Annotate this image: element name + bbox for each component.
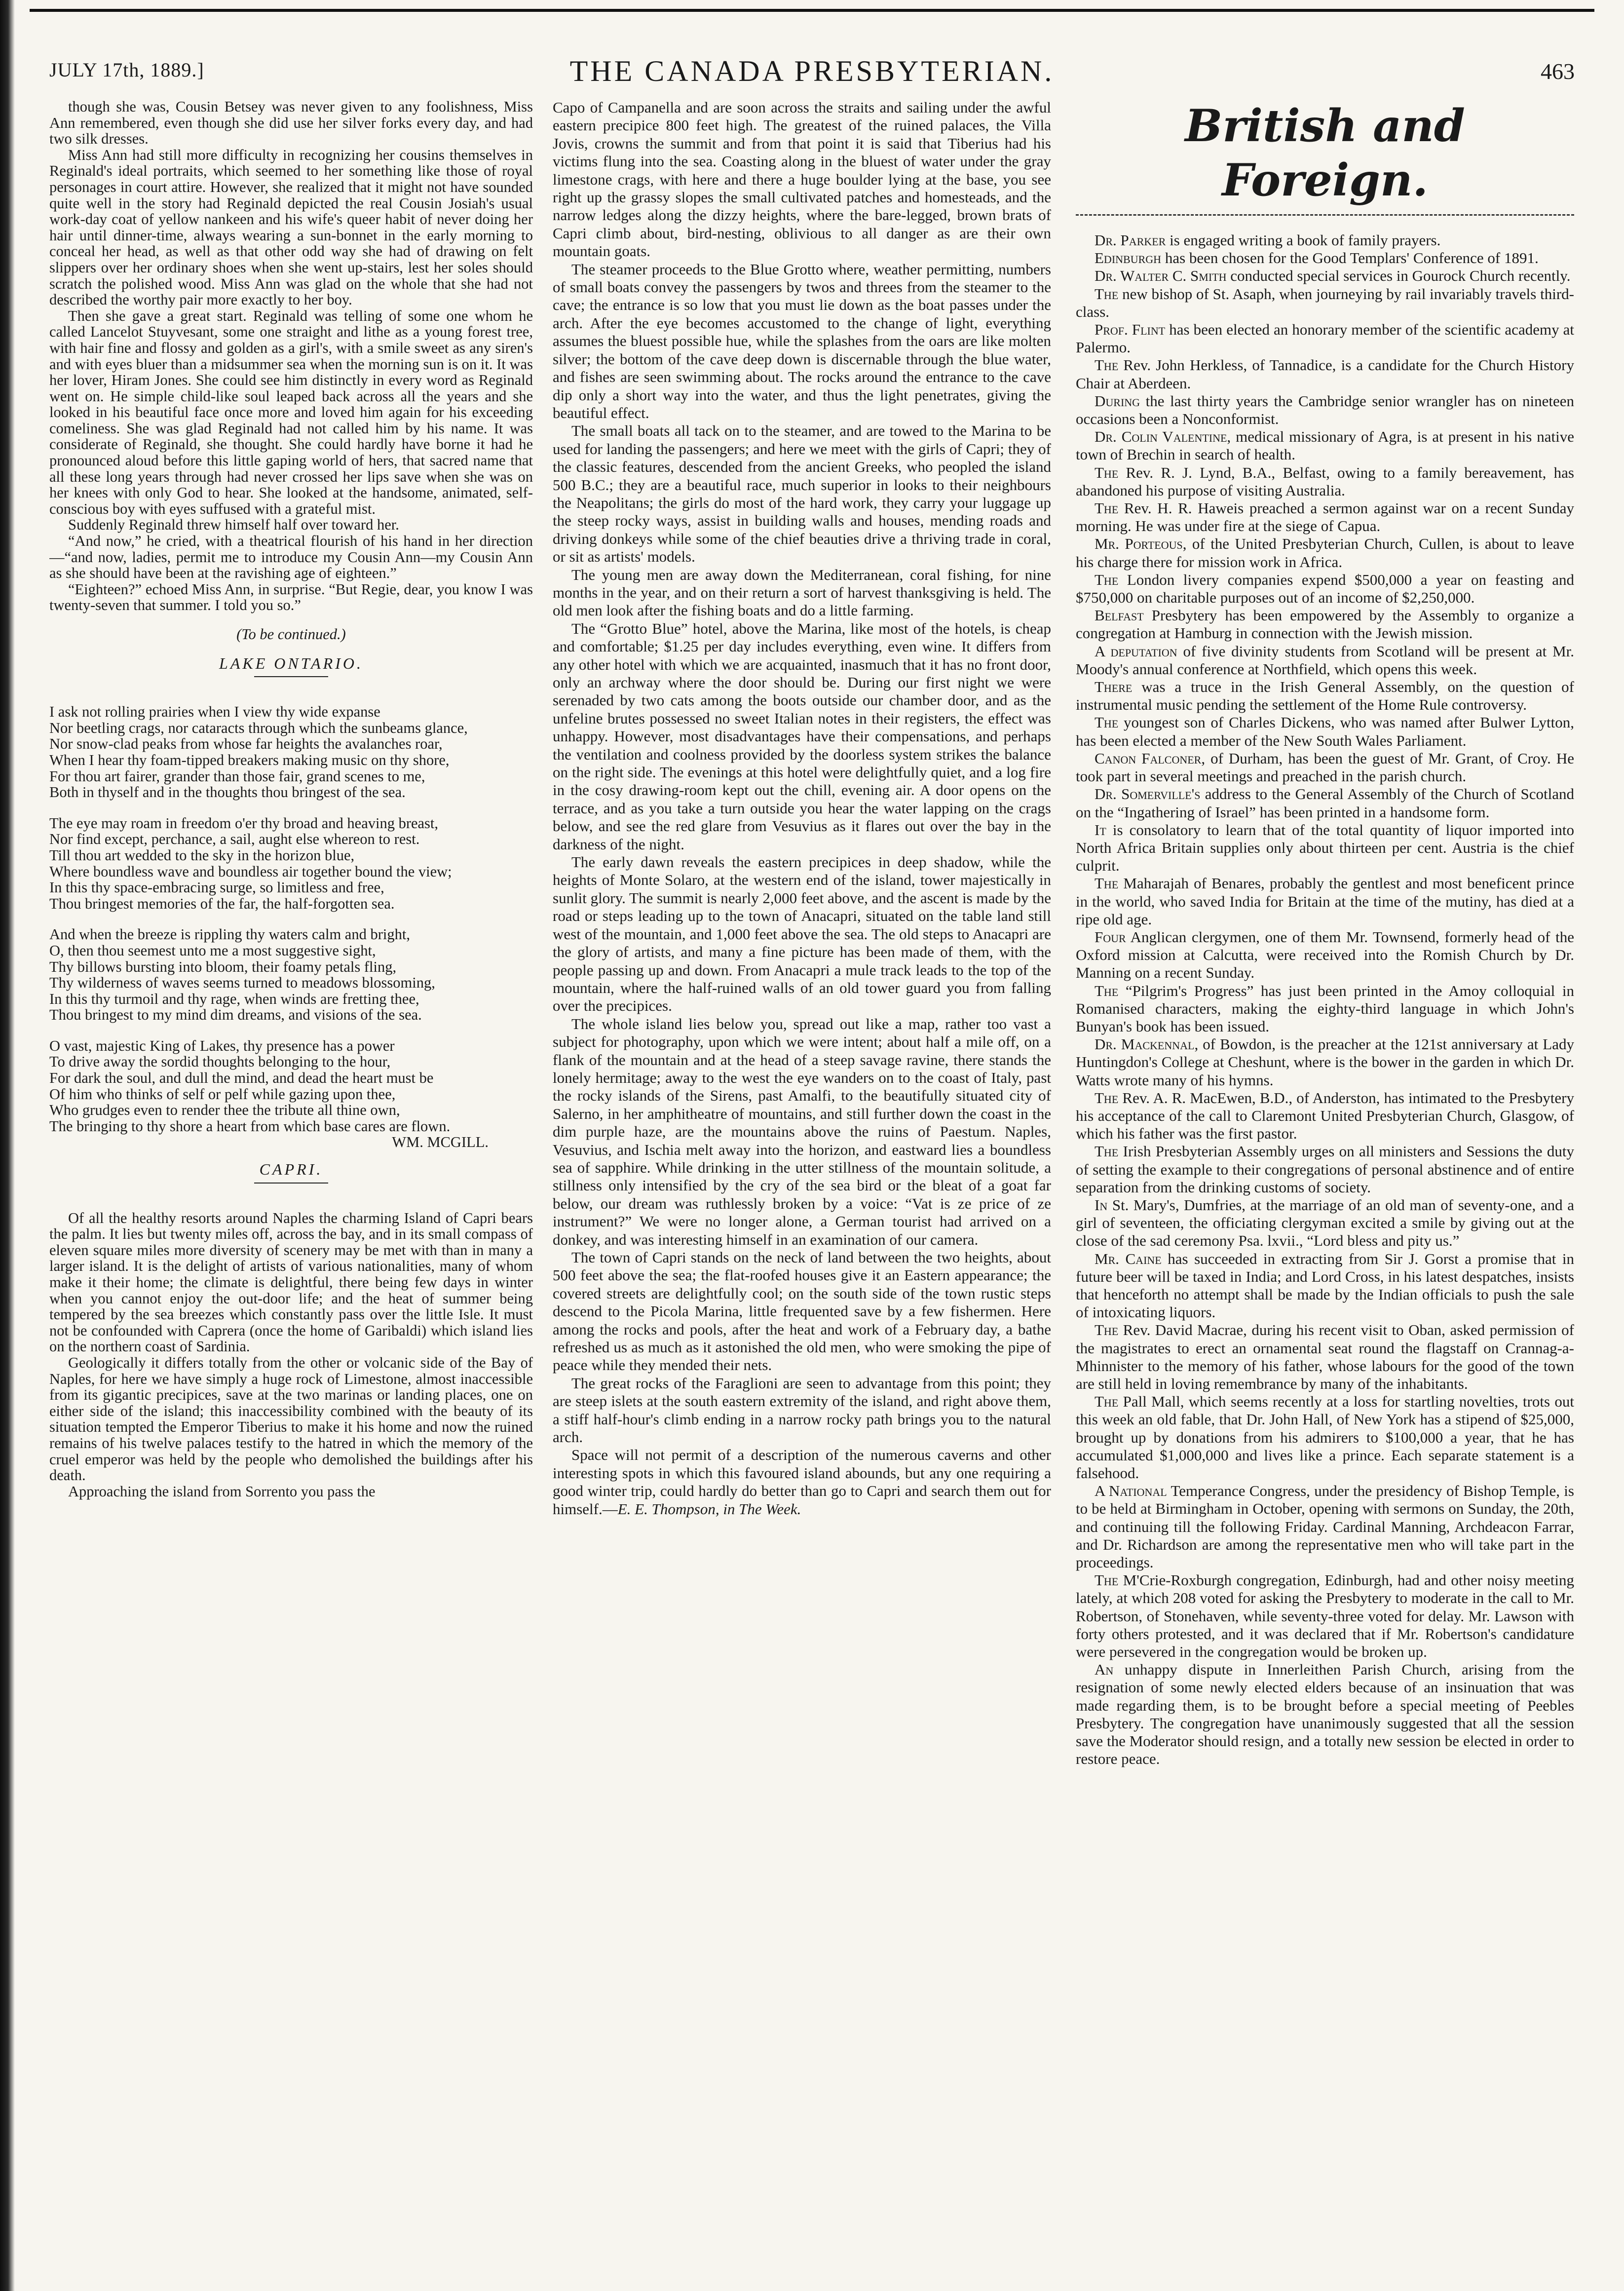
article-paragraph: Approaching the island from Sorrento you pass the [68,1483,376,1500]
poem-stanza [49,926,533,1023]
top-rule [30,9,1594,12]
poem-line: Till thou art wedded to the sky in the horizon blue, [49,846,355,864]
poem-line: The eye may roam in freedom o'er thy broad and heaving breast, [49,814,439,832]
note-lead: The [1095,1571,1119,1589]
news-note [1076,1089,1574,1143]
poem-lake-ontario [49,704,533,1150]
news-note [1076,1196,1574,1250]
note-lead: The [1095,285,1119,303]
column-3 [1076,99,1574,2280]
note-lead: Dr. Somerville's [1095,785,1201,803]
note-text: medical missionary of Agra, is at present in his native town of Brechin in search of health. [1076,428,1574,463]
article-paragraph: Capo of Campanella and are soon across the straits and sailing under the awful eastern precipice 800 feet high. The greatest of the ruined palaces, the Villa Jovis, crowns the summit and from that point it is said that Tiberius had his victims flung into the sea. Coasting along in the bluest of water under the gray limestone crags, with here and there a huge boulder lying at the base, you see right up the grassy slopes the small cultivated patches and homesteads, and the narrow ledges along the dizzy heights, where the bare-legged, brown brats of Capri climb about, bird-nesting, oblivious to all danger as are their own mountain goats. [553,99,1051,260]
story-paragraph: “Eighteen?” echoed Miss Ann, in surprise. “But Regie, dear, you know I was twenty-seven that summer. I told you so.” [49,580,533,614]
news-note [1076,428,1574,463]
article-byline: E. E. Thompson, in The Week. [617,1500,801,1518]
news-note [1076,1393,1574,1482]
poem-stanza [49,1038,533,1135]
poem-line: The bringing to thy shore a heart from which base cares are flown. [49,1117,451,1135]
title-underline [254,1183,328,1184]
poem-line: For dark the soul, and dull the mind, and dead the heart must be [49,1069,434,1087]
note-text: Rev. A. R. MacEwen, B.D., of Anderston, has intimated to the Presbytery his acceptance of the call to Claremont United Presbyterian Church, Glasgow, of which his father was the first pastor. [1076,1089,1574,1143]
poem-line: Who grudges even to render thee the tribute all thine own, [49,1102,400,1119]
article-paragraph: The whole island lies below you, spread out like a map, rather too vast a subject for photography, upon which we were intent; about half a mile off, on a flank of the mountain and at the head of a steep savage ravine, there stands the lonely hermitage; away to the west the eye wanders on to the coast of Italy, past the rocky islands of the Sirens, past Amalfi, to the beautifully situated city of Salerno, in her amphitheatre of mountains, and still further down the coast in the dim purple haze, are the mountains above the ruins of Paestum. Naples, Vesuvius, and Ischia melt away into the horizon, and eastward lies a boundless sea of sapphire. While drinking in the utter stillness of the mountain solitude, a stillness only intensified by the cry of the sea bird or the bleat of a goat far below, our dream was ruthlessly broken by a voice: “Vat is ze price of ze instrument?” We were no longer alone, a German tourist had arrived on a donkey, and was interesting himself in an examination of our camera. [553,1015,1051,1248]
note-lead: Dr. Parker [1095,231,1166,249]
note-text: the last thirty years the Cambridge senior wrangler has on nineteen occasions been a Nonconformist. [1076,392,1574,428]
note-lead: Prof. Flint [1095,321,1166,339]
note-text: was a truce in the Irish General Assembly, on the question of instrumental music pending the settlement of the Home Rule controversy. [1076,678,1574,714]
note-text: M'Crie-Roxburgh congregation, Edinburgh, had and other noisy meeting lately, at which 208 voted for asking the Presbytery to moderate in the call to Mr. Robertson, of Stonehaven, while seventy-three voted for delay. Mr. Lawson with forty others protested, and it was declared that if Mr. Robertson's candidature were persevered in the congregation would be broken up. [1076,1571,1574,1661]
page-binding-edge [0,0,15,2291]
poem-line: Nor find except, perchance, a sail, aught else whereon to rest. [49,831,420,848]
poem-title: LAKE ONTARIO. [219,654,363,672]
article-paragraph: Of all the healthy resorts around Naples the charming Island of Capri bears the palm. It lies but twenty miles off, across the bay, and in its small compass of eleven square miles more diversity of scenery may be met with than in many a larger island. It is the delight of artists of various nationalities, many of whom make it their home; the climate is delightful, there being few days in winter when you cannot enjoy the out-door life; and the heat of summer being tempered by the sea breezes which constantly pass over the little Isle. It must not be confounded with Caprera (once the home of Garibaldi) which island lies on the northern coast of Sardinia. [49,1209,533,1355]
news-note [1076,267,1574,285]
note-text: address to the General Assembly of the Church of Scotland on the “Ingathering of Israel” has been printed in a handsome form. [1076,785,1574,821]
note-lead: It [1095,821,1106,839]
news-note [1076,231,1574,249]
article-paragraph: The young men are away down the Mediterranean, coral fishing, for nine months in the year, and on their return a sort of harvest thanksgiving is held. The old men look after the fishing boats and do a little farming. [553,566,1051,619]
news-note [1076,392,1574,428]
note-text: Pall Mall, which seems recently at a loss for startling novelties, trots out this week an old fable, that Dr. John Hall, of New York has a stipend of $25,000, brought up by donations from his admirers to $100,000 a year, that he has accumulated $1,000,000 and lives like a prince. Each separate statement is a falsehood. [1076,1393,1574,1482]
note-text: of Durham, has been the guest of Mr. Grant, of Croy. He took part in several meetings and preached in the parish church. [1076,749,1574,785]
news-note [1076,499,1574,535]
to-be-continued: (To be continued.) [236,626,346,643]
news-note [1076,285,1574,321]
poem-line: In this thy turmoil and thy rage, when winds are fretting thee, [49,990,419,1007]
news-note [1076,1482,1574,1571]
story-paragraph: Suddenly Reginald threw himself half over toward her. [68,516,399,534]
page-number: 463 [1541,59,1575,84]
article-paragraph: Geologically it differs totally from the other or volcanic side of the Bay of Naples, for here we have simply a huge rock of Limestone, almost inaccessible from its gigantic precipices, save at the two marinas or landing places, one on either side of the island; this inaccessibility combined with the beauty of its situation tempted the Emperor Tiberius to make it his home and now the ruined remains of his twelve palaces testify to the hatred in which the memory of the cruel emperor was held by the people who demolished the buildings after his death. [49,1354,533,1484]
page-header [49,54,1575,89]
note-lead: Mr. Caine [1095,1250,1162,1267]
title-underline [254,676,328,677]
note-lead: The [1095,1393,1119,1411]
poem-line: Where boundless wave and boundless air together bound the view; [49,863,452,880]
story-paragraph: Then she gave a great start. Reginald was telling of some one whom he called Lancelot Stuyvesant, some one straight and lithe as a young forest tree, with hair fine and flossy and golden as a girl's, with a smile sweet as any siren's and with eyes bluer than a midsummer sea when the morning sun is on it. It was her lover, Hiram Jones. She could see him distinctly in every word as Reginald went on. He simple child-like soul leaped back across all the years and she looked in his beautiful face once more and loved him again for his exceeding comeliness. She was glad Reginald had not called him by his name. It was considerate of Reginald, she thought. She could hardly have borne it had he pronounced aloud before this little gaping world of hers, that sacred name that all these long years through had never crossed her lips save when she was on her knees with only God to hear. She looked at the handsome, animated, self-conscious boy with eyes suffused with a grateful mist. [49,307,533,517]
poem-line: And when the breeze is rippling thy waters calm and bright, [49,926,410,943]
news-note [1076,1035,1574,1089]
note-lead: The [1095,1321,1119,1339]
issue-date: JULY 17th, 1889.] [49,59,204,81]
note-text: is consolatory to learn that of the total quantity of liquor imported into North Africa Britain supplies only about thirteen per cent. Austria is the chief culprit. [1076,821,1574,875]
poem-line: Nor beetling crags, nor cataracts through which the sunbeams glance, [49,719,468,736]
note-lead: Mr. Porteous, [1095,535,1187,553]
note-text: is engaged writing a book of family prayers. [1166,231,1441,249]
news-note [1076,821,1574,875]
news-note [1076,571,1574,607]
section-rule [1076,214,1574,216]
note-text: of the United Presbyterian Church, Cullen, is about to leave his charge there for mission work in Africa. [1076,535,1574,571]
note-text: Temperance Congress, under the presidency of Bishop Temple, is to be held at Birmingham in October, opening with sermons on Sunday, the 20th, and continuing till the following Friday. Cardinal Manning, Archdeacon Farrar, and Dr. Richardson are among the representative men who will take part in the proceedings. [1076,1482,1574,1571]
story-paragraph: though she was, Cousin Betsey was never given to any foolishness, Miss Ann remembered, even though she did use her silver forks every day, and had two silk dresses. [49,99,533,148]
note-lead: The [1095,1143,1119,1160]
note-lead: The [1095,1089,1119,1107]
poem-stanza [49,704,533,801]
column-1 [49,99,533,2280]
poem-line: When I hear thy foam-tipped breakers making music on thy shore, [49,751,450,768]
note-lead: There [1095,678,1133,696]
note-text: London livery companies expend $500,000 a year on feasting and $750,000 on charitable purposes out of an income of $2,250,000. [1076,571,1574,607]
news-note [1076,321,1574,356]
news-note [1076,643,1574,678]
news-notes [1076,231,1574,1768]
news-note [1076,1661,1574,1768]
note-lead: A deputation [1095,642,1177,660]
capri-title: CAPRI. [259,1160,323,1179]
note-text: Rev. John Herkless, of Tannadice, is a candidate for the Church History Chair at Aberdeen. [1076,356,1574,392]
note-text: Irish Presbyterian Assembly urges on all ministers and Sessions the duty of setting the example to their congregations of personal abstinence and of entire separation from the drinking customs of society. [1076,1143,1574,1196]
section-title: British and Foreign. [1185,100,1465,206]
article-paragraph: The small boats all tack on to the steamer, and are towed to the Marina to be used for landing the passengers; and here we meet with the girls of Capri; they of the classic features, descended from the ancient Greeks, who peopled the island 500 B.C.; they are a beautiful race, much superior in looks to their neighbours the Neapolitans; the girls do most of the hard work, they carry your luggage up the steep rocky ways, assist in building walls and houses, mending roads and driving donkeys while some of the chief beauties drive a thriving trade in coral, or sit as artists' models. [553,422,1051,566]
capri-article-start [49,1210,533,1500]
news-note [1076,356,1574,392]
note-text: of five divinity students from Scotland will be present at Mr. Moody's annual conference at Northfield, which opens this week. [1076,642,1574,678]
note-lead: The [1095,714,1119,731]
note-text: youngest son of Charles Dickens, who was named after Bulwer Lytton, has been elected a member of the New South Wales Parliament. [1076,714,1574,749]
note-lead: The [1095,463,1119,481]
note-lead: Dr. Colin Valentine, [1095,428,1231,446]
note-text: Anglican clergymen, one of them Mr. Townsend, formerly head of the Oxford mission at Calcutta, were received into the Romish Church by Dr. Manning on a recent Sunday. [1076,928,1574,982]
poem-title-block [49,655,533,678]
poem-line: Thy wilderness of waves seems turned to meadows blossoming, [49,974,435,992]
article-paragraph: The great rocks of the Faraglioni are seen to advantage from this point; they are steep islets at the south eastern extremity of the island, and right above them, a stiff half-hour's climb ending in a narrow rocky path brings you to the natural arch. [553,1374,1051,1446]
news-note [1076,1571,1574,1661]
news-note [1076,875,1574,928]
news-note [1076,249,1574,267]
article-paragraph: The “Grotto Blue” hotel, above the Marina, like most of the hotels, is cheap and comfortable; $1.25 per day includes everything, even wine. It differs from any other hotel with which we are acquainted, inasmuch that it has no front door, only an archway where the door should be. During our first night we were serenaded by two cats among the boots outside our chamber door, and as the unfeline brutes possessed no sweet Italian notes in their registers, the effect was unhappy. However, most disadvantages have their compensations, and perhaps the ventilation and coolness provided by the doorless system strikes the balance on the right side. The evenings at this hotel were delightfully quiet, and a log fire in the cosy drawing-room kept out the chill, evening air. A door opens on the terrace, and as you take a turn outside you hear the water lapping on the crags below, and see the red glare from Vesuvius as it flares out over the bay in the darkness of the night. [553,619,1051,853]
article-paragraph: The town of Capri stands on the neck of land between the two heights, about 500 feet above the sea; the flat-roofed houses give it an Eastern appearance; the covered streets are delightfully cool; on the south side of the town rustic steps descend to the Picola Marina, little frequented save by a few fishermen. Here among the rocks and pools, after the heat and work of a February day, a bathe refreshed us as much as it astonished the old men, who were smoking the pipe of peace while they mended their nets. [553,1249,1051,1374]
note-text: St. Mary's, Dumfries, at the marriage of an old man of seventy-one, and a girl of seventeen, the officiating clergyman excited a smile by giving out at the close of the sad ceremony Psa. lxvii., “Lord bless and pity us.” [1076,1196,1574,1250]
poem-stanza [49,815,533,912]
article-paragraph: The steamer proceeds to the Blue Grotto where, weather permitting, numbers of small boats convey the passengers by twos and threes from the steamer to the cave; the entrance is so low that you must lie down as the boat passes under the arch. After the eye becomes accustomed to the change of light, everything assumes the bluest possible hue, while the splashes from the oars are like molten silver; the bottom of the cave deep down is discernable through the blue water, and fishes are seen swimming about. The rocks around the entrance to the cave dip only a short way into the water, and thus the light penetrates, giving the beautiful effect. [553,260,1051,421]
note-lead: Four [1095,928,1126,946]
news-note [1076,714,1574,749]
news-note [1076,1250,1574,1322]
note-text: new bishop of St. Asaph, when journeying by rail invariably travels third-class. [1076,285,1574,320]
note-lead: Dr. Mackennal, [1095,1035,1199,1053]
poem-author: WM. MCGILL. [392,1134,489,1151]
poem-line: Thou bringest to my mind dim dreams, and visions of the sea. [49,1006,422,1024]
note-lead: Edinburgh [1095,249,1162,267]
poem-line: Thy billows bursting into bloom, their foamy petals fling, [49,958,397,975]
note-text: unhappy dispute in Innerleithen Parish Church, arising from the resignation of some newly elected elders because of an insinuation that was made regarding them, is to be brought before a special meeting of Peebles Presbytery. The congregation have unanimously suggested that all the session save the Moderator should resign, and a totally new session be elected in order to restore peace. [1076,1661,1574,1768]
news-note [1076,1143,1574,1196]
news-note [1076,785,1574,821]
note-lead: During [1095,392,1140,410]
note-lead: The [1095,875,1119,892]
note-lead: An [1095,1661,1114,1679]
news-note [1076,678,1574,714]
story-paragraph: “And now,” he cried, with a theatrical flourish of his hand in her direction—“and now, ladies, permit me to introduce my Cousin Ann—my Cousin Ann as she should have been at the ravishing age of eighteen.” [49,533,533,582]
article-paragraph: The early dawn reveals the eastern precipices in deep shadow, while the heights of Monte Solaro, at the western end of the island, tower majestically in sunlit glory. The summit is nearly 2,000 feet above, and the ascent is made by the road or steps leading up to the town of Anacapri, situated on the table land still west of the mountain, and 1,000 feet above the sea. The old steps to Anacapri are the glory of artists, and many a fine picture has been made of them, with the people passing up and down. From Anacapri a mule track leads to the top of the mountain, where the half-ruined walls of an old tower guard you from falling over the precipices. [553,853,1051,1015]
note-text: of Bowdon, is the preacher at the 121st anniversary at Lady Huntingdon's College at Cheshunt, where is the bower in the garden in which Dr. Watts wrote many of his hymns. [1076,1035,1574,1089]
last-paragraph-text: Space will not permit of a description of the numerous caverns and other interesting spots in which this favoured island abounds, but any one requiring a good winter trip, could hardly do better than go to Capri and search them out for himself.— [553,1446,1051,1518]
note-text: has been chosen for the Good Templars' Conference of 1891. [1161,249,1539,267]
note-lead: The [1095,982,1119,999]
news-note [1076,607,1574,642]
column-2 [553,99,1051,2280]
news-note [1076,1321,1574,1393]
poem-line: I ask not rolling prairies when I view thy wide expanse [49,703,380,721]
capri-title-block [49,1161,533,1184]
article-last-paragraph [553,1446,1051,1518]
news-note [1076,535,1574,571]
note-text: Rev. R. J. Lynd, B.A., Belfast, owing to a family bereavement, has abandoned his purpose of visiting Australia. [1076,463,1574,499]
note-text: conducted special services in Gourock Church recently. [1226,267,1571,285]
poem-line: O vast, majestic King of Lakes, thy presence has a power [49,1037,395,1054]
news-note [1076,928,1574,982]
note-text: has been elected an honorary member of the scientific academy at Palermo. [1076,321,1574,356]
note-lead: The [1095,499,1119,517]
note-lead: Dr. Walter C. Smith [1095,267,1227,285]
poem-line: Thou bringest memories of the far, the half-forgotten sea. [49,895,395,912]
news-note [1076,750,1574,785]
note-lead: Belfast [1095,607,1144,624]
poem-line: Both in thyself and in the thoughts thou bringest of the sea. [49,784,406,801]
note-text: Rev. David Macrae, during his recent visit to Oban, asked permission of the magistrates to erect an ornamental seat round the flagstaff on Crannag-a-Mhinnister to the memory of his father, whose labours for the good of the town are still held in loving remembrance by many of the inhabitants. [1076,1321,1574,1392]
news-note [1076,982,1574,1036]
note-text: Maharajah of Benares, probably the gentlest and most beneficent prince in the world, who saved India for Britain at the time of the mutiny, has died at a ripe old age. [1076,875,1574,928]
poem-line: For thou art fairer, grander than those fair, grand scenes to me, [49,767,425,785]
note-text: Presbytery has been empowered by the Assembly to organize a congregation at Hamburg in connection with the Jewish mission. [1076,607,1574,642]
note-text: “Pilgrim's Progress” has just been printed in the Amoy colloquial in Romanised characters, making the eighty-third language in which John's Bunyan's book has been issued. [1076,982,1574,1035]
story-continuation [49,99,533,613]
note-lead: The [1095,356,1119,374]
note-lead: Canon Falconer, [1095,749,1206,767]
poem-line: To drive away the sordid thoughts belonging to the hour, [49,1053,391,1070]
story-paragraph: Miss Ann had still more difficulty in recognizing her cousins themselves in Reginald's ideal portraits, which seemed to her something like those of royal personages in court attire. However, she realized that it might not have sounded quite well in the story had Reginald depicted the real Cousin Josiah's usual work-day coat of yellow nankeen and his wife's queer habit of never doing her hair until dinner-time, always wearing a sun-bonnet in the early morning to conceal her head, as well as that other odd way she had of drawing on felt slippers over her ordinary shoes when she went up-stairs, lest her soles should scratch the polished wood. Miss Ann was glad on the whole that she had not described the worthy pair more exactly to her boy. [49,146,533,308]
note-text: Rev. H. R. Haweis preached a sermon against war on a recent Sunday morning. He was under fire at the siege of Capua. [1076,499,1574,535]
poem-line: Nor snow-clad peaks from whose far heights the avalanches roar, [49,735,443,753]
poem-line: In this thy space-embracing surge, so limitless and free, [49,879,384,896]
news-note [1076,464,1574,499]
newspaper-title: THE CANADA PRESBYTERIAN. [569,55,1055,87]
poem-line: Of him who thinks of self or pelf while gazing upon thee, [49,1085,396,1103]
poem-line: O, then thou seemest unto me a most suggestive sight, [49,942,376,959]
note-lead: The [1095,571,1119,588]
note-text: has succeeded in extracting from Sir J. Gorst a promise that in future beer will be taxed in India; and Lord Cross, in his latest despatches, insists that henceforth no attempt shall be made by the Indian officials to push the sale of intoxicating liquors. [1076,1250,1574,1321]
note-lead: In [1095,1196,1108,1214]
note-lead: A National [1095,1482,1167,1500]
